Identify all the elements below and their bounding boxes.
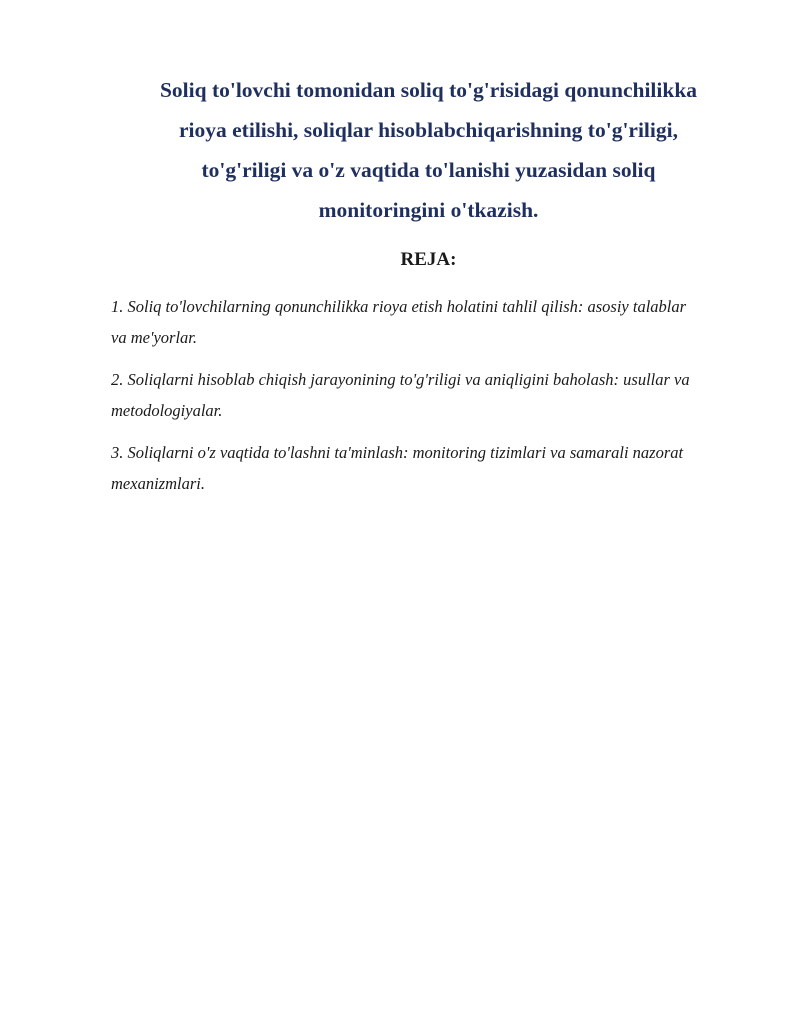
title-line-2: rioya etilishi, soliqlar hisoblabchiqarishning to'g'riligi, — [179, 118, 678, 142]
plan-item-3-line-1: 3. Soliqlarni o'z vaqtida to'lashni ta'minlash: monitoring tizimlari va samarali nazorat — [111, 443, 684, 462]
plan-item-3 — [111, 437, 751, 499]
title-line-1: Soliq to'lovchi tomonidan soliq to'g'risidagi qonunchilikka — [159, 78, 698, 102]
plan-item-1 — [111, 291, 751, 353]
plan-heading: REJA: — [400, 249, 457, 270]
document-title — [100, 70, 757, 230]
plan-item-2 — [111, 364, 751, 426]
title-line-3: to'g'riligi va o'z vaqtida to'lanishi yuzasidan soliq — [201, 158, 656, 182]
plan-item-1-line-1: 1. Soliq to'lovchilarning qonunchilikka rioya etish holatini tahlil qilish: asosiy talablar — [111, 297, 687, 316]
plan-item-1-line-2: va me'yorlar. — [111, 328, 198, 347]
plan-item-3-line-2: mexanizmlari. — [111, 474, 205, 493]
title-line-4: monitoringini o'tkazish. — [318, 198, 539, 222]
plan-item-2-line-1: 2. Soliqlarni hisoblab chiqish jarayonining to'g'riligi va aniqligini baholash: usullar va — [111, 370, 690, 389]
plan-item-2-line-2: metodologiyalar. — [111, 401, 223, 420]
plan-list — [111, 291, 751, 510]
